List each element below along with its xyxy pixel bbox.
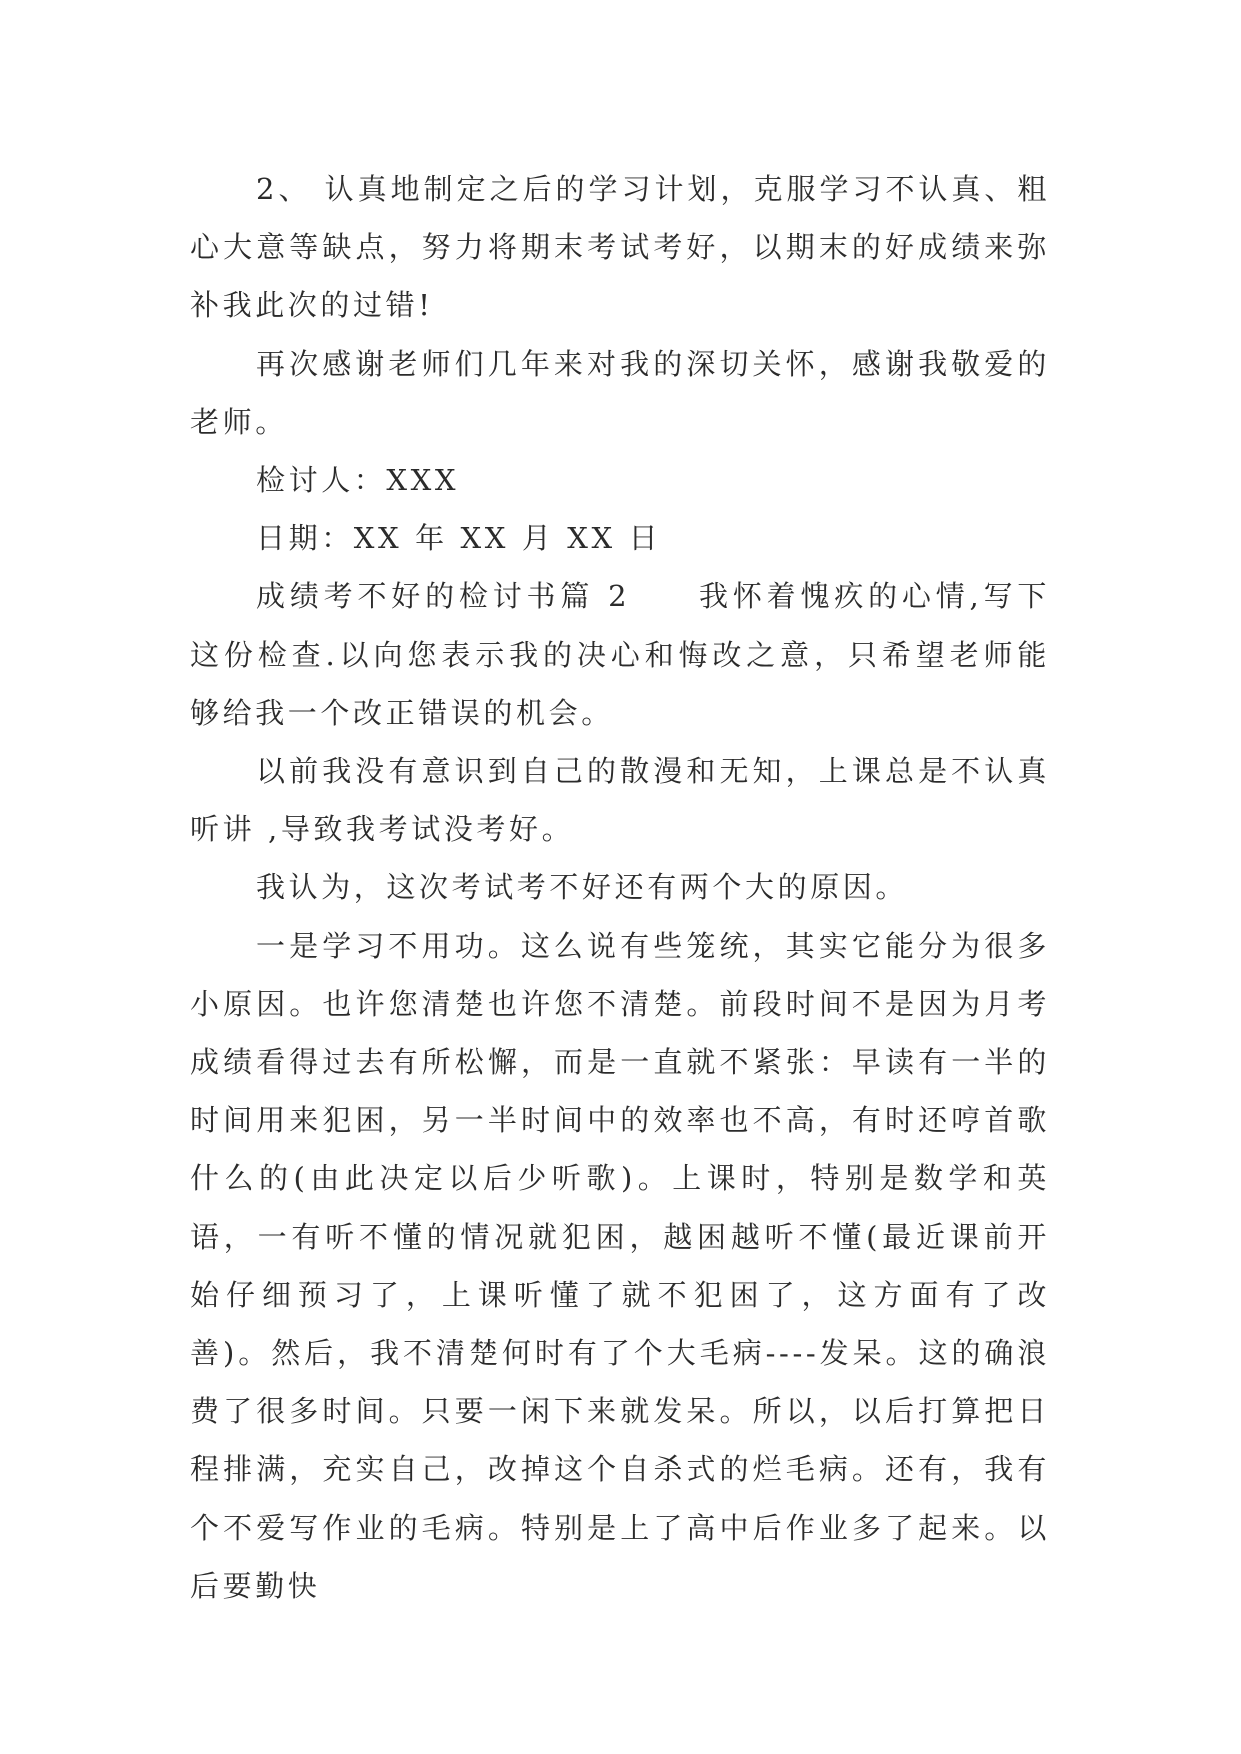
date-line: 日期：XX 年 XX 月 XX 日: [256, 521, 662, 556]
document-body: [190, 160, 1050, 1615]
paragraph-reasons: 我认为，这次考试考不好还有两个大的原因。: [256, 870, 909, 905]
paragraph-reason-one: 一是学习不用功。这么说有些笼统，其实它能分为很多小原因。也许您清楚也许您不清楚。前段时间不是因为月考成绩看得过去有所松懈，而是一直就不紧张：早读有一半的时间用来犯困，另一半时间中的效率也不高，有时还哼首歌什么的(由此决定以后少听歌)。上课时，特别是数学和英语，一有听不懂的情况就犯困，越困越听不懂(最近课前开始仔细预习了，上课听懂了就不犯困了，这方面有了改善)。然后，我不清楚何时有了个大毛病----发呆。这的确浪费了很多时间。只要一闲下来就发呆。所以，以后打算把日程排满，充实自己，改掉这个自杀式的烂毛病。还有，我有个不爱写作业的毛病。特别是上了高中后作业多了起来。以后要勤快: [190, 928, 1050, 1603]
paragraph-section-2-intro: 成绩考不好的检讨书篇 2 我怀着愧疚的心情,写下这份检查.以向您表示我的决心和悔改之意，只希望老师能够给我一个改正错误的机会。: [190, 579, 1050, 730]
signature-line: 检讨人：XXX: [256, 463, 460, 498]
paragraph-study-plan: 2、 认真地制定之后的学习计划，克服学习不认真、粗心大意等缺点，努力将期末考试考好，以期末的好成绩来弥补我此次的过错!: [190, 172, 1050, 323]
paragraph-thanks: 再次感谢老师们几年来对我的深切关怀，感谢我敬爱的老师。: [190, 346, 1050, 439]
paragraph-past-behavior: 以前我没有意识到自己的散漫和无知，上课总是不认真听讲 ,导致我考试没考好。: [190, 754, 1050, 847]
